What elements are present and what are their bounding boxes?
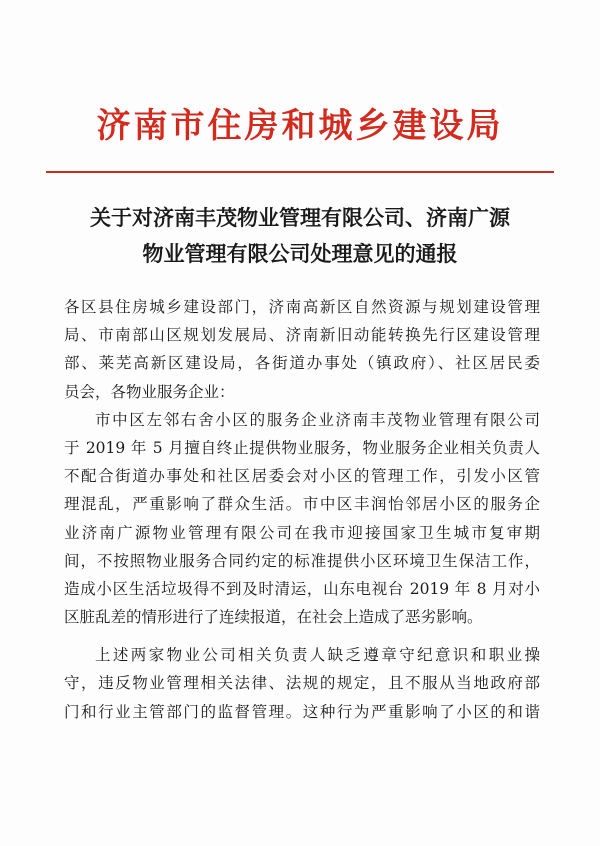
paragraph-line: 上述两家物业公司相关负责人缺乏遵章守纪意识和职业操 bbox=[95, 646, 540, 665]
addressee-block bbox=[64, 293, 540, 406]
document-title bbox=[40, 200, 560, 272]
document-title-line: 关于对济南丰茂物业管理有限公司、济南广源 bbox=[90, 205, 510, 230]
paragraph-line: 区脏乱差的情形进行了连续报道，在社会上造成了恶劣影响。 bbox=[64, 608, 483, 627]
paragraph-line: 理混乱，严重影响了群众生活。市中区丰润怡邻居小区的服务企 bbox=[64, 495, 540, 514]
addressee-line: 各区县住房城乡建设部门，济南高新区自然资源与规划建设管理 bbox=[64, 298, 540, 316]
addressee-line: 部、莱芜高新区建设局，各街道办事处（镇政府）、社区居民委 bbox=[64, 354, 540, 373]
paragraph-gap bbox=[64, 631, 540, 641]
paragraph-line: 于 2019 年 5 月擅自终止提供物业服务，物业服务企业相关负责人 bbox=[64, 438, 540, 457]
header-red-rule bbox=[46, 171, 554, 173]
document-body bbox=[64, 293, 540, 726]
paragraph-line: 守，违反物业管理相关法律、法规的规定，且不服从当地政府部 bbox=[64, 674, 540, 693]
paragraph-line: 门和行业主管部门的监督管理。这种行为严重影响了小区的和谐 bbox=[64, 702, 540, 721]
paragraph-line: 间，不按照物业服务合同约定的标准提供小区环境卫生保洁工作， bbox=[64, 551, 540, 570]
paragraph-line: 市中区左邻右舍小区的服务企业济南丰茂物业管理有限公司 bbox=[95, 410, 540, 429]
paragraph-line: 不配合街道办事处和社区居委会对小区的管理工作，引发小区管 bbox=[64, 467, 540, 486]
addressee-line: 员会，各物业服务企业： bbox=[64, 382, 235, 401]
addressee-line: 局、市南部山区规划发展局、济南新旧动能转换先行区建设管理 bbox=[64, 326, 540, 345]
document-title-line: 物业管理有限公司处理意见的通报 bbox=[142, 241, 458, 266]
paragraph-line: 造成小区生活垃圾得不到及时清运，山东电视台 2019 年 8 月对小 bbox=[64, 579, 540, 598]
paragraph-line: 业济南广源物业管理有限公司在我市迎接国家卫生城市复审期 bbox=[64, 523, 540, 542]
agency-header-title: 济南市住房和城乡建设局 bbox=[96, 106, 504, 146]
paragraph-2 bbox=[64, 641, 540, 726]
paragraph-1 bbox=[64, 406, 540, 632]
